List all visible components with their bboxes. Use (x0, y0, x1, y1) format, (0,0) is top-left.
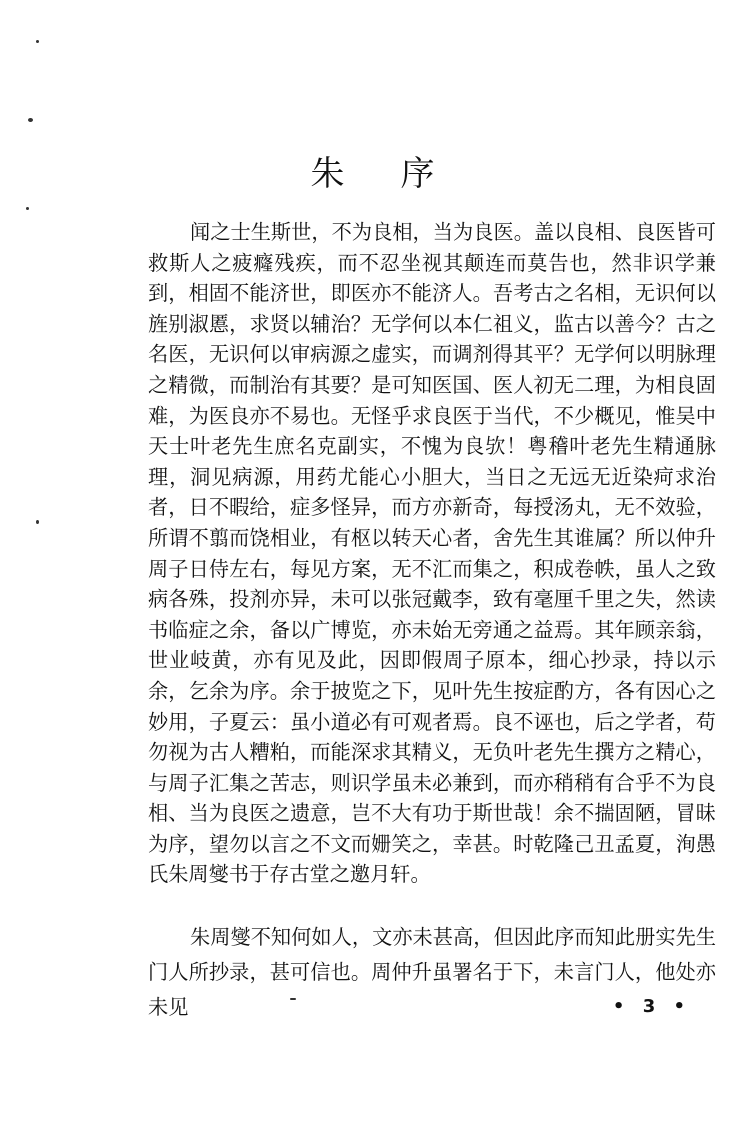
scan-speck (36, 40, 39, 43)
scan-speck (28, 118, 33, 122)
preface-body (148, 217, 716, 890)
page-title (0, 146, 747, 195)
title-char-first: 朱 (310, 154, 347, 194)
preface-paragraph: 闻之士生斯世，不为良相，当为良医。盖以良相、良医皆可救斯人之疲癃残疾，而不忍坐视其颠连而莫告也，然非识学兼到，相固不能济世，即医亦不能济人。吾考古之名相，无识何以旌别淑慝，求贤以辅治？无学何以本仁祖义，监古以善今？古之名医，无识何以审病源之虚实，而调剂得其平？无学何以明脉理之精微，而制治有其要？是可知医国、医人初无二理，为相良固难，为医良亦不易也。无怪乎求良医于当代，不少概见，惟吴中天士叶老先生庶名克副实，不愧为良欤！粤稽叶老先生精通脉理，洞见病源，用药尤能心小胆大，当日之无远无近染疴求治者，日不暇给，症多怪异，而方亦新奇，每授汤丸，无不效验，所谓不翦而饶相业，有枢以转天心者，舍先生其谁属？所以仲升周子日侍左右，每见方案，无不汇而集之，积成卷帙，虽人之致病各殊，投剂亦异，未可以张冠戴李，致有毫厘千里之失，然读书临症之余，备以广博览，亦未始无旁通之益焉。其年顾亲翁，世业岐黄，亦有见及此，因即假周子原本，细心抄录，持以示余，乞余为序。余于披览之下，见叶先生按症酌方，各有因心之妙用，子夏云：虽小道必有可观者焉。良不诬也，后之学者，苟勿视为古人糟粕，而能深求其精义，无负叶老先生撰方之精心，与周子汇集之苦志，则识学虽未必兼到，而亦稍稍有合乎不为良相、当为良医之遗意，岂不大有功于斯世哉！余不揣固陋，冒昧为序，望勿以言之不文而姗笑之，幸甚。时乾隆己丑孟夏，洵愚氏朱周燮书于存古堂之邀月轩。 (148, 220, 716, 887)
title-char-second: 序 (400, 154, 437, 194)
commentary-paragraph: 朱周燮不知何如人，文亦未甚高，但因此序而知此册实先生门人所抄录，甚可信也。周仲升虽署名于下，未言门人，他处亦未见 (148, 925, 716, 1019)
scan-speck (36, 520, 39, 524)
page-number: • 3 • (612, 996, 691, 1017)
scan-speck (26, 207, 29, 210)
